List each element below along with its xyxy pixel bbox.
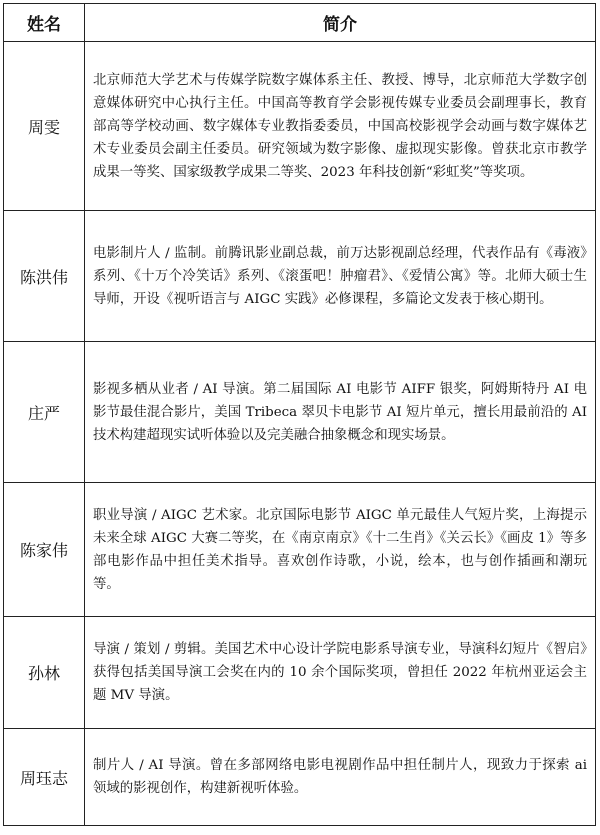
person-intro <box>85 729 596 826</box>
intro-text: 职业导演 / AIGC 艺术家。北京国际电影节 AIGC 单元最佳人气短片奖，上海提示未来全球 AIGC 大赛二等奖，在《南京南京》《十二生肖》《关云长》《画皮 1》等多部电影作品中担任美术指导。喜欢创作诗歌，小说，绘本，也与创作插画和潮玩等。 <box>93 507 587 592</box>
table-header-row <box>4 4 596 42</box>
person-name: 周珏志 <box>4 729 85 826</box>
table-row <box>4 483 596 617</box>
intro-text: 影视多栖从业者 / AI 导演。第二届国际 AI 电影节 AIFF 银奖，阿姆斯特丹 AI 电影节最佳混合影片，美国 Tribeca 翠贝卡电影节 AI 短片单元，擅长用最前沿的 AI 技术构建超现实试听体验以及完美融合抽象概念和现实场景。 <box>93 381 587 443</box>
intro-text: 电影制片人 / 监制。前腾讯影业副总裁，前万达影视副总经理，代表作品有《毒液》系列、《十万个冷笑话》系列、《滚蛋吧！肿瘤君》、《爱情公寓》等。北师大硕士生导师，开设《视听语言与 AIGC 实践》必修课程，多篇论文发表于核心期刊。 <box>93 245 587 307</box>
person-name: 陈家伟 <box>4 483 85 617</box>
person-name: 陈洪伟 <box>4 211 85 342</box>
table-row <box>4 729 596 826</box>
person-intro <box>85 617 596 729</box>
table-row <box>4 342 596 483</box>
bio-table <box>3 3 596 826</box>
table-row <box>4 211 596 342</box>
table-row <box>4 42 596 211</box>
intro-text: 北京师范大学艺术与传媒学院数字媒体系主任、教授、博导，北京师范大学数字创意媒体研究中心执行主任。中国高等教育学会影视传媒专业委员会副理事长，教育部高等学校动画、数字媒体专业教指委委员，中国高校影视学会动画与数字媒体艺术专业委员会副主任委员。研究领域为数字影像、虚拟现实影像。曾获北京市教学成果一等奖、国家级教学成果二等奖、2023 年科技创新“彩虹奖”等奖项。 <box>93 72 587 180</box>
intro-text: 制片人 / AI 导演。曾在多部网络电影电视剧作品中担任制片人，现致力于探索 ai 领域的影视创作，构建新视听体验。 <box>93 758 587 796</box>
person-intro <box>85 211 596 342</box>
name-column-header: 姓名 <box>4 4 85 42</box>
person-name: 周雯 <box>4 42 85 211</box>
person-intro <box>85 42 596 211</box>
person-name: 孙林 <box>4 617 85 729</box>
table-row <box>4 617 596 729</box>
person-intro <box>85 483 596 617</box>
person-name: 庄严 <box>4 342 85 483</box>
intro-text: 导演 / 策划 / 剪辑。美国艺术中心设计学院电影系导演专业，导演科幻短片《智启》获得包括美国导演工会奖在内的 10 余个国际奖项，曾担任 2022 年杭州亚运会主题 MV 导演。 <box>93 642 587 703</box>
intro-column-header: 简介 <box>85 4 596 42</box>
person-intro <box>85 342 596 483</box>
